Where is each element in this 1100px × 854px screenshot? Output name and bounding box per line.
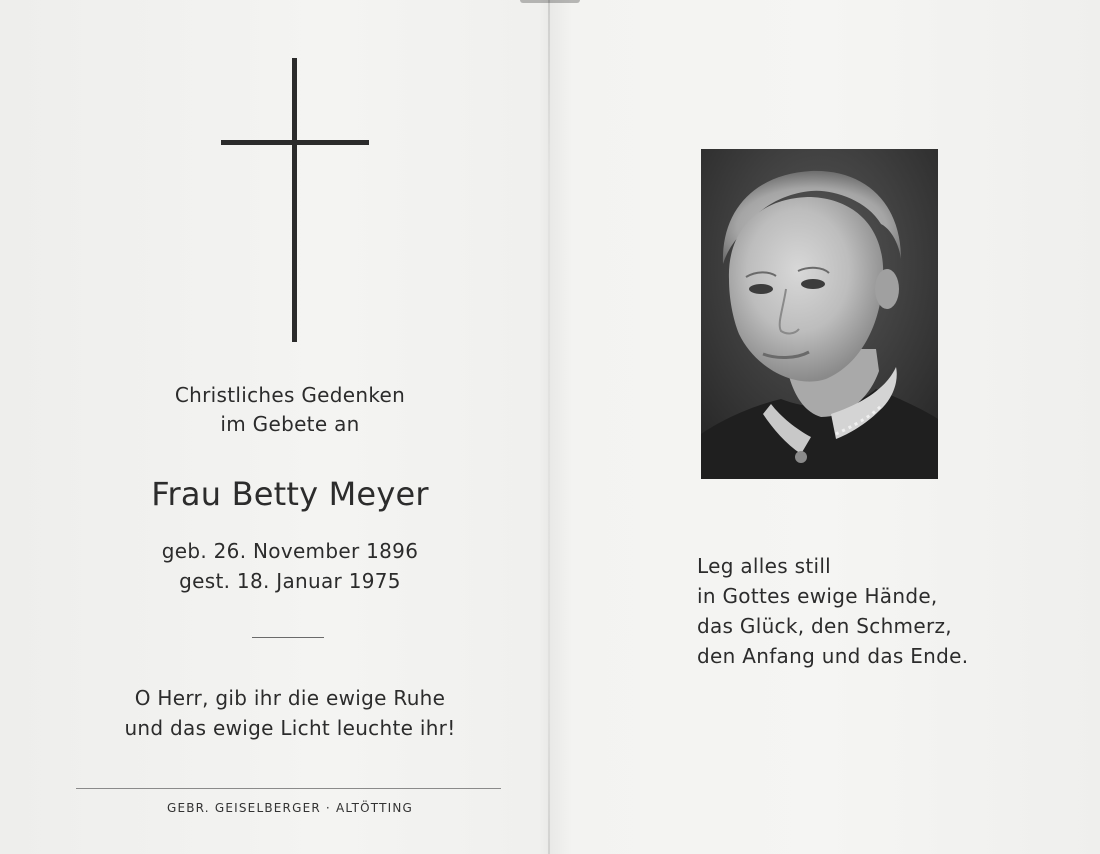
- prayer-line-1: O Herr, gib ihr die ewige Ruhe: [134, 686, 446, 710]
- poem-line-1: Leg alles still: [697, 554, 832, 578]
- deceased-name: Frau Betty Meyer: [151, 475, 429, 513]
- memorial-heading: [80, 381, 500, 439]
- cross-horizontal-bar: [221, 140, 369, 145]
- birth-date: geb. 26. November 1896: [161, 539, 419, 563]
- cross-vertical-bar: [292, 58, 297, 342]
- heading-line-1: Christliches Gedenken: [174, 383, 406, 407]
- portrait-illustration: [701, 149, 938, 479]
- top-fold-mark: [520, 0, 580, 3]
- poem-line-2: in Gottes ewige Hände,: [697, 584, 938, 608]
- life-dates: [80, 536, 500, 596]
- divider-long: [76, 788, 501, 789]
- portrait-photo: [701, 149, 938, 479]
- prayer-line-2: und das ewige Licht leuchte ihr!: [124, 716, 456, 740]
- poem-line-4: den Anfang und das Ende.: [697, 644, 969, 668]
- prayer-text: [80, 683, 500, 743]
- center-fold: [548, 0, 550, 854]
- heading-line-2: im Gebete an: [220, 412, 360, 436]
- printer-credit: GEBR. GEISELBERGER · ALTÖTTING: [166, 801, 414, 815]
- divider-short: [252, 637, 324, 638]
- poem-line-3: das Glück, den Schmerz,: [697, 614, 952, 638]
- death-date: gest. 18. Januar 1975: [179, 569, 401, 593]
- poem-text: [697, 551, 1027, 671]
